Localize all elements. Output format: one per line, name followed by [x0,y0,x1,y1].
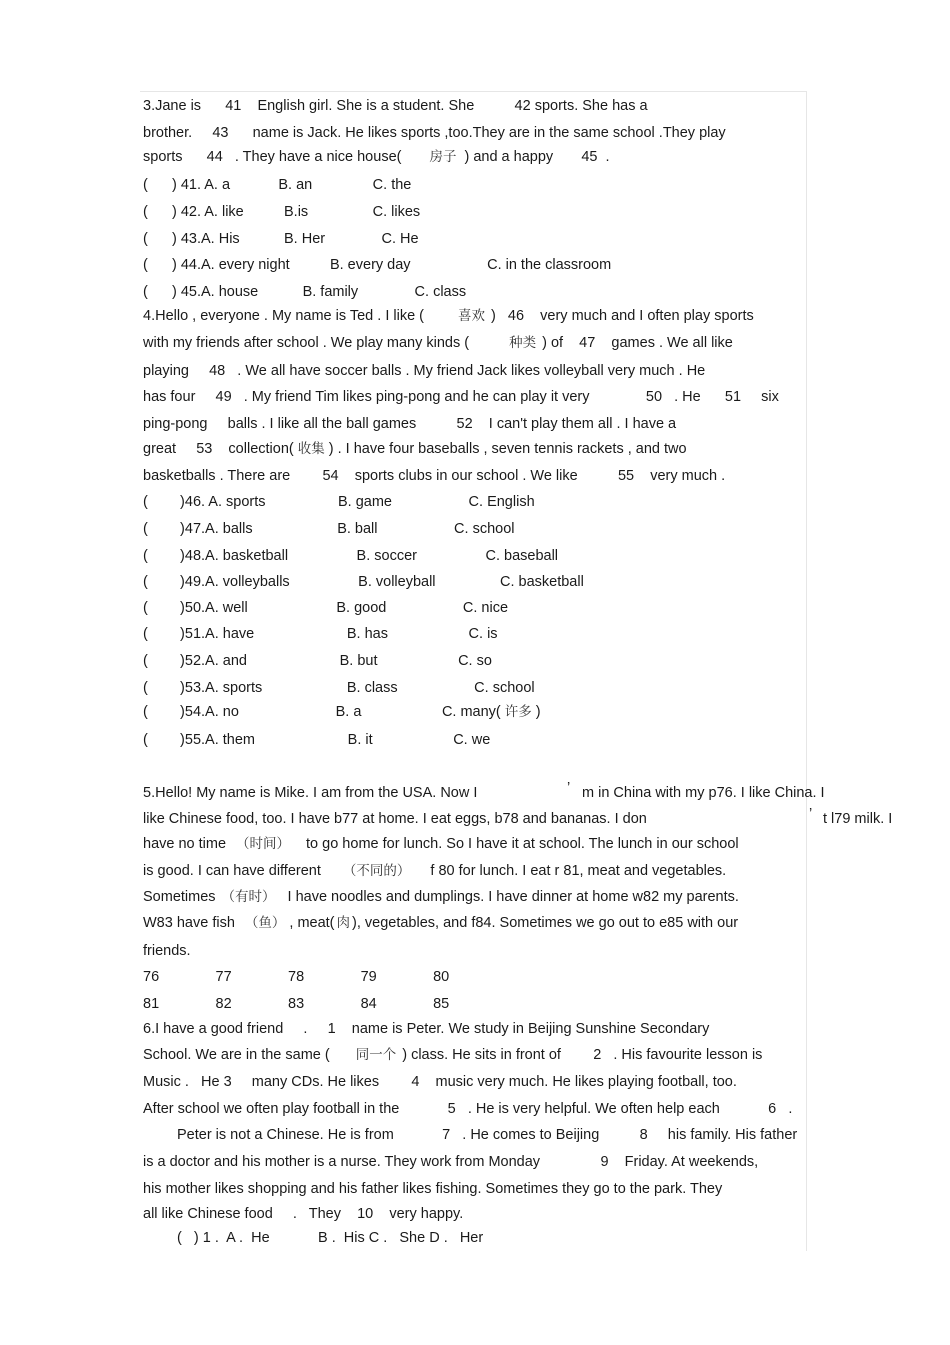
passage4-line-4: has four 49 . My friend Tim likes ping-pong and he can play it very 50 . He 51 six [143,389,779,405]
text-segment: ) and a happy 45 . [464,149,610,165]
chinese-gloss: （有时） [221,889,276,905]
question-43: ( ) 43.A. His B. Her C. He [143,231,419,247]
passage6-line-5: Peter is not a Chinese. He is from 7 . He comes to Beijing 8 his family. His father [177,1127,798,1143]
question-46: ( )46. A. sports B. game C. English [143,494,535,510]
chinese-gloss: （鱼） [244,915,286,931]
passage6-line-1: 6.I have a good friend . 1 name is Peter. We study in Beijing Sunshine Secondary [143,1021,710,1037]
passage4-line-3: playing 48 . We all have soccer balls . My friend Jack likes volleyball very much . He [143,363,706,379]
passage3-line-1: 3.Jane is 41 English girl. She is a student. She 42 sports. She has a [143,98,648,114]
apostrophe-mark: ’ [567,780,571,796]
text-segment: ) 46 very much and I often play sports [491,308,754,324]
passage4-line-1 [143,308,754,325]
text-segment: with my friends after school . We play many kinds ( [143,335,470,351]
question-47: ( )47.A. balls B. ball C. school [143,521,515,537]
question-49: ( )49.A. volleyballs B. volleyball C. basketball [143,574,584,590]
text-segment: is good. I can have different [143,863,321,879]
question-55: ( )55.A. them B. it C. we [143,732,491,748]
passage6-line-7: his mother likes shopping and his father likes fishing. Sometimes they go to the park. They [143,1181,723,1197]
chinese-gloss: 同一个 [355,1047,397,1063]
question-45: ( ) 45.A. house B. family C. class [143,284,467,300]
text-segment: great 53 collection( [143,441,294,457]
passage3-line-2: brother. 43 name is Jack. He likes sports ,too.They are in the same school .They play [143,125,726,141]
text-segment: f 80 for lunch. I eat r 81, meat and vegetables. [430,863,727,879]
passage3-line-3 [143,149,610,166]
text-segment: to go home for lunch. So I have it at school. The lunch in our school [306,836,739,852]
text-segment: I have noodles and dumplings. I have dinner at home w82 my parents. [287,889,739,905]
chinese-gloss: 许多 [504,704,532,720]
passage6-line-4: After school we often play football in the 5 . He is very helpful. We often help each 6 . [143,1101,793,1117]
chinese-gloss: 房子 [429,149,457,165]
question-44: ( ) 44.A. every night B. every day C. in the classroom [143,257,612,273]
question-53: ( )53.A. sports B. class C. school [143,680,535,696]
question-42: ( ) 42. A. like B.is C. likes [143,204,421,220]
question-41: ( ) 41. A. a B. an C. the [143,177,412,193]
passage5-line-3 [143,836,739,853]
chinese-gloss: 收集 [297,441,325,457]
text-segment: School. We are in the same ( [143,1047,330,1063]
passage4-line-5: ping-pong balls . I like all the ball games 52 I can't play them all . I have a [143,416,677,432]
text-segment: ) . I have four baseballs , seven tennis rackets , and two [328,441,687,457]
text-segment: , meat( [289,915,335,931]
question-54 [143,704,541,721]
chinese-gloss: （不同的） [342,863,411,879]
passage5-line-1b: m in China with my p76. I like China. I [582,785,825,801]
passage6-line-2 [143,1047,762,1064]
passage6-line-6: is a doctor and his mother is a nurse. They work from Monday 9 Friday. At weekends, [143,1154,759,1170]
passage5-line-6 [143,915,738,932]
chinese-gloss: 肉 [336,915,351,931]
passage6-line-8: all like Chinese food . They 10 very happy. [143,1206,464,1222]
question-51: ( )51.A. have B. has C. is [143,626,498,642]
answer-row-76-80: 76 77 78 79 80 [143,969,450,985]
passage5-line-4 [143,863,726,880]
passage6-line-3: Music . He 3 many CDs. He likes 4 music very much. He likes playing football, too. [143,1074,737,1090]
question-1: ( ) 1 . A . He B . His C . She D . Her [177,1230,484,1246]
text-segment: ) [535,704,541,720]
text-segment: ( )54.A. no B. a C. many( [143,704,501,720]
text-segment: ), vegetables, and f84. Sometimes we go out to e85 with our [352,915,739,931]
passage5-line-2b: t l79 milk. I [823,811,893,827]
answer-row-81-85: 81 82 83 84 85 [143,996,450,1012]
text-segment: W83 have fish [143,915,235,931]
question-50: ( )50.A. well B. good C. nice [143,600,509,616]
chinese-gloss: 喜欢 [458,308,485,324]
passage4-line-6 [143,441,687,458]
page-border-right [806,91,807,1251]
passage5-line-5 [143,889,739,906]
chinese-gloss: 种类 [509,335,537,351]
text-segment: Sometimes [143,889,216,905]
text-segment: ) class. He sits in front of 2 . His favourite lesson is [402,1047,763,1063]
page-border-top [140,91,807,92]
passage4-line-2 [143,335,733,352]
text-segment: 4.Hello , everyone . My name is Ted . I like ( [143,308,424,324]
passage5-line-1a: 5.Hello! My name is Mike. I am from the USA. Now I [143,785,478,801]
text-segment: sports 44 . They have a nice house( [143,149,402,165]
question-48: ( )48.A. basketball B. soccer C. baseball [143,548,559,564]
chinese-gloss: （时间） [236,836,291,852]
text-segment: have no time [143,836,227,852]
passage5-line-2a: like Chinese food, too. I have b77 at home. I eat eggs, b78 and bananas. I don [143,811,647,827]
apostrophe-mark: ’ [809,806,813,822]
passage4-line-7: basketballs . There are 54 sports clubs in our school . We like 55 very much . [143,468,726,484]
passage5-line-7: friends. [143,943,191,959]
question-52: ( )52.A. and B. but C. so [143,653,492,669]
text-segment: ) of 47 games . We all like [542,335,733,351]
